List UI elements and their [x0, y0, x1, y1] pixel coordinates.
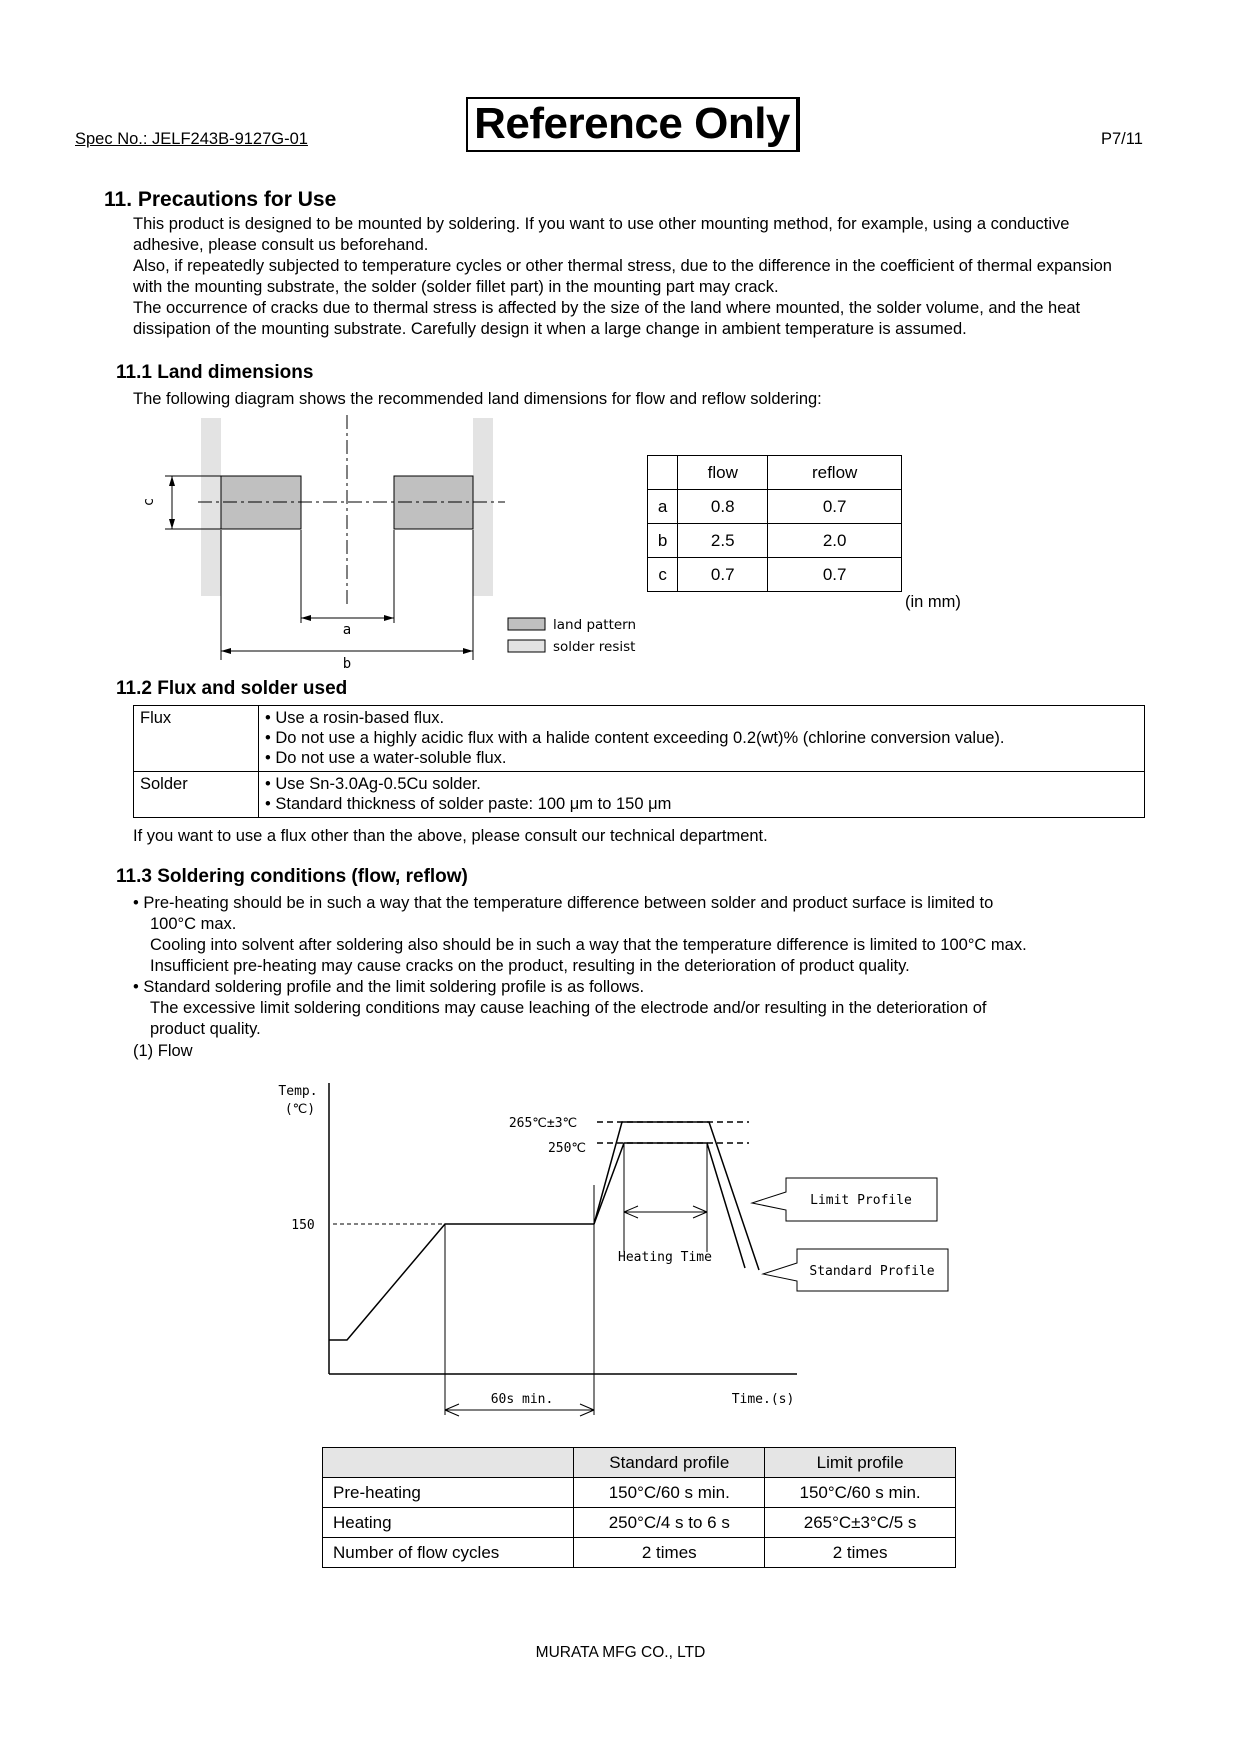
list-item: • Use a rosin-based flux. — [265, 709, 445, 727]
solder-rules — [259, 772, 1145, 818]
spec-number: Spec No.: JELF243B-9127G-01 — [75, 130, 308, 148]
bullet-cooling: Cooling into solvent after soldering also should be in such a way that the temperature difference is limited to 100°C max. — [150, 936, 1027, 954]
land-dimension-table — [647, 455, 902, 592]
preheat-curve — [329, 1224, 594, 1340]
table-header-flow: flow — [678, 456, 768, 490]
flow-profile-table — [322, 1447, 956, 1568]
limit-profile-label: Limit Profile — [810, 1193, 912, 1208]
preheat-time-label: 60s min. — [490, 1392, 554, 1407]
flow-profile-graph — [0, 1060, 1241, 1420]
table-row — [648, 524, 902, 558]
flux-note: If you want to use a flux other than the above, please consult our technical department. — [133, 827, 768, 845]
table-cell — [648, 456, 678, 490]
bullet-insufficient: Insufficient pre-heating may cause cracks on the product, resulting in the deterioration of product quality. — [150, 957, 910, 975]
y-axis-unit: (℃) — [284, 1102, 316, 1117]
table-row — [323, 1508, 956, 1538]
legend-resist-label: solder resist — [553, 639, 636, 655]
precautions-paragraph-1: This product is designed to be mounted by soldering. If you want to use other mounting method, for example, using a conductive adhesive, please consult us beforehand. — [133, 215, 1070, 254]
label-a: a — [342, 622, 352, 638]
table-cell: a — [648, 490, 678, 524]
heating-temp-label: 250℃ — [547, 1141, 587, 1156]
table-row — [134, 706, 1145, 772]
table-cell: 2.0 — [768, 524, 902, 558]
land-intro: The following diagram shows the recommended land dimensions for flow and reflow soldering: — [133, 390, 822, 408]
table-cell: 0.7 — [768, 558, 902, 592]
peak-temp-label: 265℃±3℃ — [508, 1116, 578, 1131]
bullet-preheat-cont: 100°C max. — [150, 915, 237, 933]
legend-resist-swatch — [508, 640, 545, 652]
table-cell: 265°C±3°C/5 s — [765, 1508, 956, 1538]
page-number: P7/11 — [1101, 130, 1143, 148]
table-cell: 150°C/60 s min. — [574, 1478, 765, 1508]
table-cell: 0.8 — [678, 490, 768, 524]
legend-land-label: land pattern — [553, 617, 637, 633]
list-item: • Do not use a highly acidic flux with a halide content exceeding 0.2(wt)% (chlorine conversion value). — [265, 729, 1005, 747]
unit-note: (in mm) — [905, 593, 961, 611]
list-item: • Use Sn-3.0Ag-0.5Cu solder. — [265, 775, 481, 793]
precautions-paragraph-3: The occurrence of cracks due to thermal stress is affected by the size of the land where mounted, the solder volume, and the heat dissipation of the mounting substrate. Carefully design it when a large change in ambient temperature is assumed. — [133, 299, 1081, 338]
bullet-preheat: • Pre-heating should be in such a way that the temperature difference between solder and product surface is limited to — [133, 894, 994, 912]
soldering-bullets — [133, 893, 1143, 1040]
standard-profile-label: Standard Profile — [809, 1264, 935, 1279]
table-row — [648, 490, 902, 524]
limit-profile-curve — [594, 1122, 759, 1270]
table-cell: Heating — [323, 1508, 574, 1538]
table-row — [323, 1538, 956, 1568]
table-cell: Number of flow cycles — [323, 1538, 574, 1568]
list-item: • Do not use a water-soluble flux. — [265, 749, 507, 767]
legend-land-swatch — [508, 618, 545, 630]
table-cell: Pre-heating — [323, 1478, 574, 1508]
table-header-limit: Limit profile — [765, 1448, 956, 1478]
soldering-conditions-title: 11.3 Soldering conditions (flow, reflow) — [116, 866, 468, 887]
bullet-quality: product quality. — [150, 1020, 261, 1038]
solder-label: Solder — [134, 772, 259, 818]
x-axis-title: Time.(s) — [731, 1392, 795, 1407]
table-cell: 0.7 — [678, 558, 768, 592]
label-b: b — [342, 656, 352, 672]
table-row — [323, 1448, 956, 1478]
footer-company: MURATA MFG CO., LTD — [535, 1644, 706, 1661]
flow-label: (1) Flow — [133, 1042, 193, 1060]
table-cell: 0.7 — [768, 490, 902, 524]
table-cell: c — [648, 558, 678, 592]
section-title: 11. Precautions for Use — [104, 188, 337, 211]
table-cell: 2 times — [574, 1538, 765, 1568]
solder-resist-right — [473, 418, 493, 596]
solder-resist-left — [201, 418, 221, 596]
table-cell: 150°C/60 s min. — [765, 1478, 956, 1508]
flux-solder-title: 11.2 Flux and solder used — [116, 678, 348, 699]
land-diagram — [0, 0, 1241, 700]
y-axis-title: Temp. — [278, 1084, 318, 1099]
table-header-standard: Standard profile — [574, 1448, 765, 1478]
table-cell: 2.5 — [678, 524, 768, 558]
list-item: • Standard thickness of solder paste: 100 μm to 150 μm — [265, 795, 672, 813]
y-tick-150: 150 — [291, 1218, 315, 1233]
table-cell: 250°C/4 s to 6 s — [574, 1508, 765, 1538]
land-dimensions-title: 11.1 Land dimensions — [116, 362, 314, 383]
table-cell: 2 times — [765, 1538, 956, 1568]
table-cell — [323, 1448, 574, 1478]
table-header-reflow: reflow — [768, 456, 902, 490]
table-row — [134, 772, 1145, 818]
table-row — [648, 558, 902, 592]
table-cell: b — [648, 524, 678, 558]
precautions-paragraph-2: Also, if repeatedly subjected to temperature cycles or other thermal stress, due to the difference in the coefficient of thermal expansion with the mounting substrate, the solder (solder fillet part) in the mounting part may crack. — [133, 257, 1112, 296]
heating-time-label: Heating Time — [618, 1250, 712, 1265]
reference-only-stamp: Reference Only — [466, 97, 800, 152]
flux-rules — [259, 706, 1145, 772]
table-row — [648, 456, 902, 490]
flux-solder-table — [133, 705, 1145, 818]
flux-label: Flux — [134, 706, 259, 772]
label-c: c — [141, 497, 157, 507]
bullet-profile: • Standard soldering profile and the limit soldering profile is as follows. — [133, 978, 645, 996]
table-row — [323, 1478, 956, 1508]
bullet-excessive: The excessive limit soldering conditions may cause leaching of the electrode and/or resulting in the deterioration of — [150, 999, 987, 1017]
